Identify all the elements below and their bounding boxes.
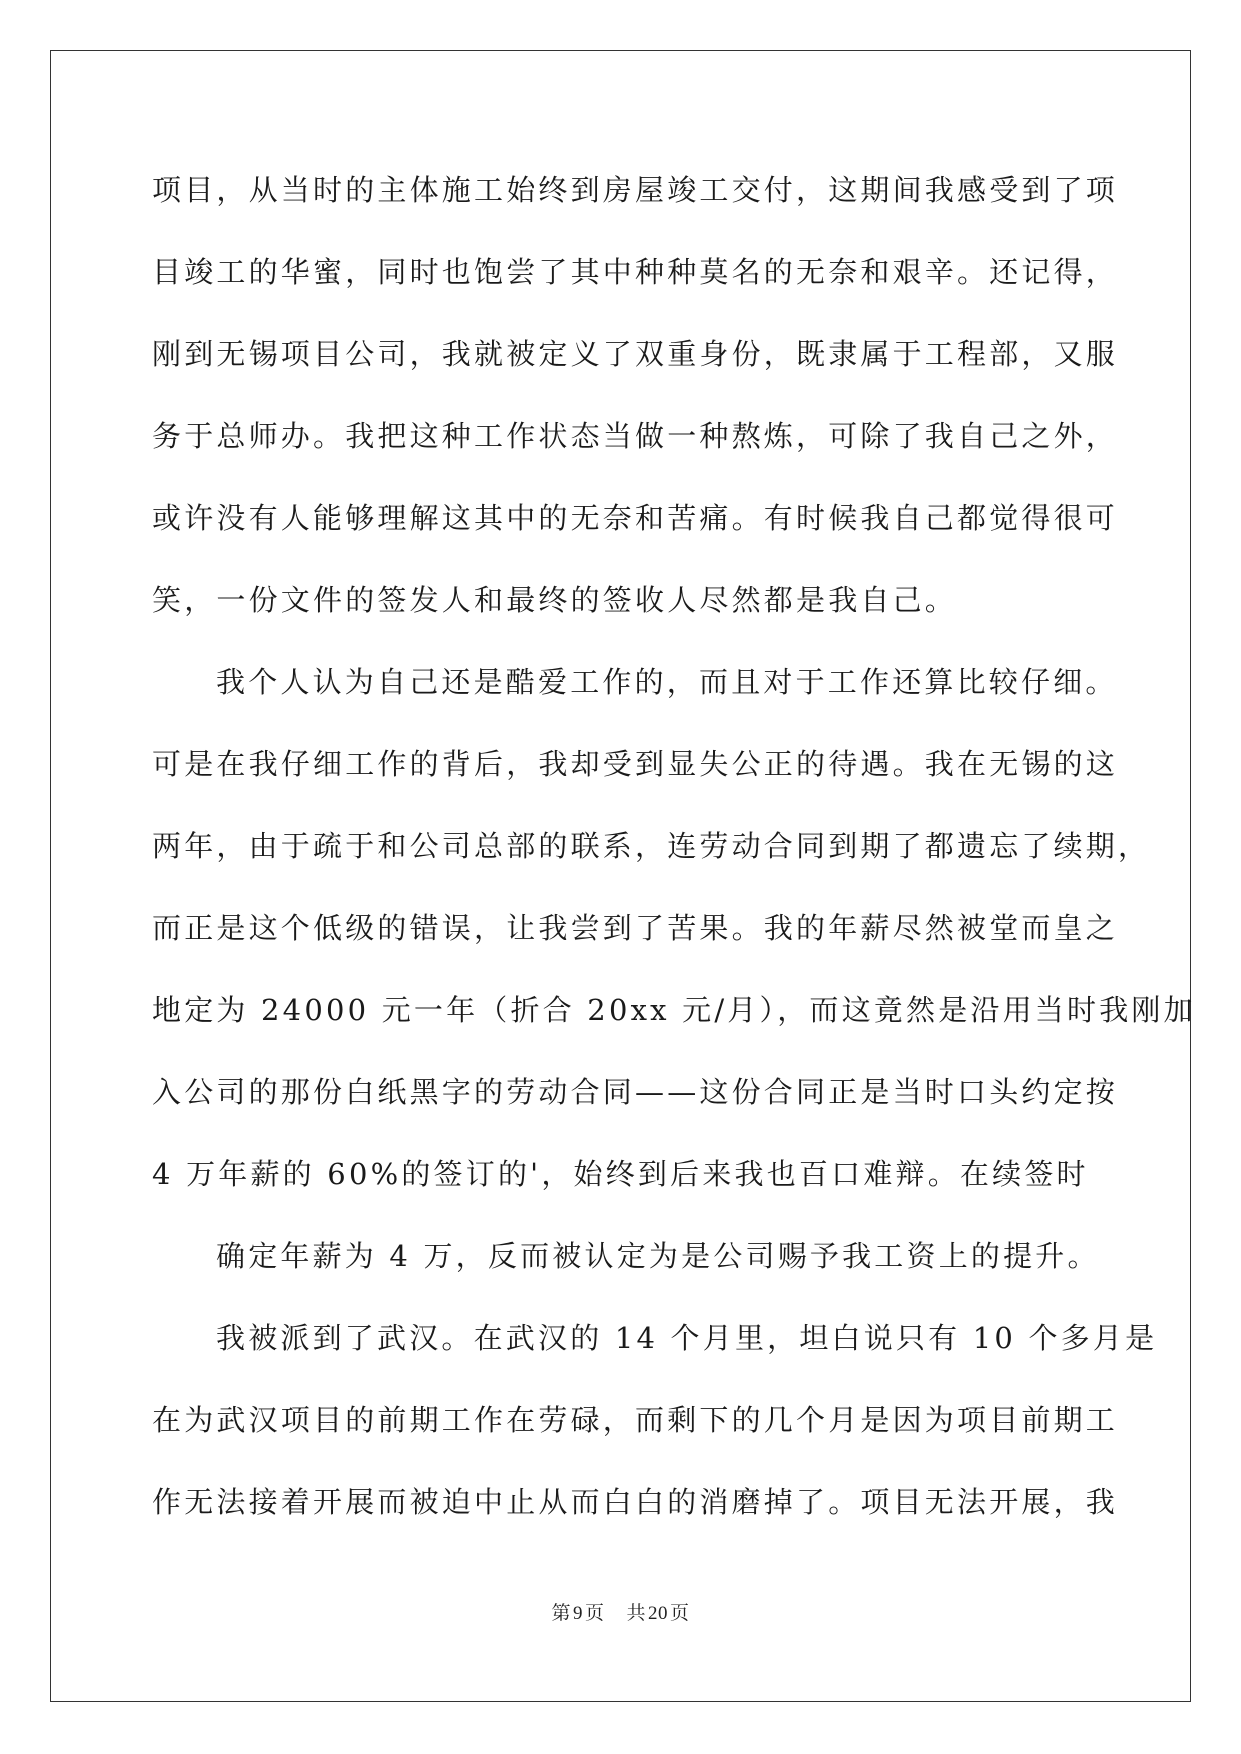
text-line: 刚到无锡项目公司，我就被定义了双重身份，既隶属于工程部，又服 xyxy=(152,337,1119,371)
page-number: 9 xyxy=(572,1603,583,1624)
text-line: 地定为 24000 元一年（折合 20xx 元/月），而这竟然是沿用当时我刚加 xyxy=(152,993,1196,1027)
text-line: 在为武汉项目的前期工作在劳碌，而剩下的几个月是因为项目前期工 xyxy=(152,1403,1119,1437)
paragraph-start-line: 确定年薪为 4 万，反而被认定为是公司赐予我工资上的提升。 xyxy=(216,1239,1100,1273)
total-pages: 20 xyxy=(648,1603,669,1624)
text-line: 作无法接着开展而被迫中止从而白白的消磨掉了。项目无法开展，我 xyxy=(152,1485,1119,1519)
text-line: 目竣工的华蜜，同时也饱尝了其中种种莫名的无奈和艰辛。还记得， xyxy=(152,255,1119,289)
paragraph-start-line: 我被派到了武汉。在武汉的 14 个月里，坦白说只有 10 个多月是 xyxy=(216,1321,1158,1355)
text-line: 或许没有人能够理解这其中的无奈和苦痛。有时候我自己都觉得很可 xyxy=(152,501,1119,535)
document-body xyxy=(152,160,1196,1554)
text-line: 项目，从当时的主体施工始终到房屋竣工交付，这期间我感受到了项 xyxy=(152,173,1119,207)
text-line: 4 万年薪的 60%的签订的'，始终到后来我也百口难辩。在续签时 xyxy=(152,1157,1089,1191)
footer-total-prefix: 共 xyxy=(626,1602,647,1624)
text-line: 两年，由于疏于和公司总部的联系，连劳动合同到期了都遗忘了续期， xyxy=(152,829,1151,863)
footer-page-suffix: 页 xyxy=(584,1602,605,1624)
text-line: 务于总师办。我把这种工作状态当做一种熬炼，可除了我自己之外， xyxy=(152,419,1119,453)
page-footer xyxy=(0,1598,1241,1625)
text-line: 而正是这个低级的错误，让我尝到了苦果。我的年薪尽然被堂而皇之 xyxy=(152,911,1119,945)
text-line: 入公司的那份白纸黑字的劳动合同——这份合同正是当时口头约定按 xyxy=(152,1075,1119,1109)
text-line: 可是在我仔细工作的背后，我却受到显失公正的待遇。我在无锡的这 xyxy=(152,747,1119,781)
footer-prefix: 第 xyxy=(551,1602,571,1624)
footer-total-suffix: 页 xyxy=(670,1602,690,1624)
paragraph-start-line: 我个人认为自己还是酷爱工作的，而且对于工作还算比较仔细。 xyxy=(216,665,1118,699)
text-line: 笑，一份文件的签发人和最终的签收人尽然都是我自己。 xyxy=(152,583,958,617)
